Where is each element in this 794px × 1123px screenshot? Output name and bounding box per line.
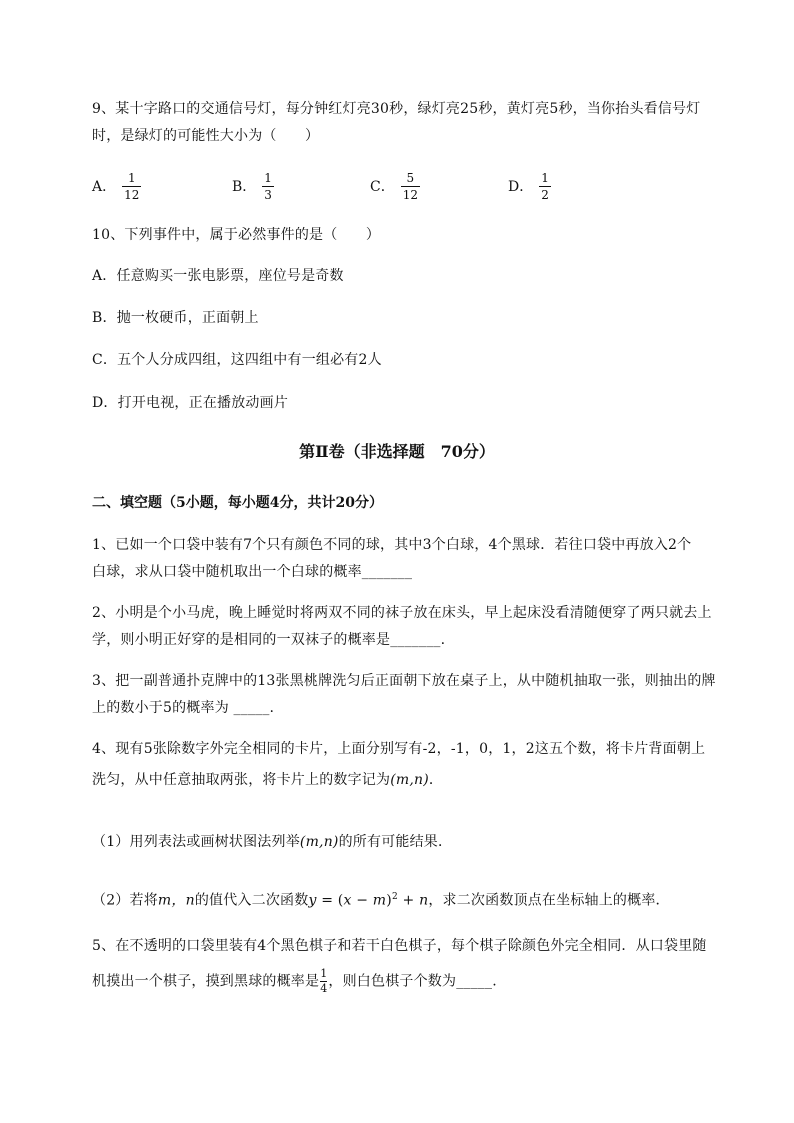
f5-line-2-text: 机摸出一个棋子，摸到黑球的概率是 xyxy=(92,973,320,990)
q9-choice-d[interactable] xyxy=(508,168,551,204)
fraction-denominator: 4 xyxy=(320,982,328,995)
q9-choice-a[interactable] xyxy=(92,168,141,204)
fraction-bar xyxy=(262,186,274,187)
f4-sub-1-text: （1）用列表法或画树状图法列举 xyxy=(92,834,300,850)
choice-letter: B． xyxy=(232,179,257,195)
f4-sub-2-text: （2）若将 xyxy=(92,892,158,909)
f5-line-2 xyxy=(92,968,497,995)
f4-line-2-text: 洗匀，从中任意抽取两张，将卡片上的数字记为 xyxy=(92,772,391,788)
fraction-bar xyxy=(539,186,551,187)
f4-sub-1-end: 的所有可能结果． xyxy=(338,834,453,850)
formula-n: n xyxy=(419,892,429,909)
fraction-bar xyxy=(122,186,141,187)
choice-letter: D． xyxy=(508,179,534,195)
q9-choice-c[interactable] xyxy=(370,168,420,204)
q9-line-1: 9、某十字路口的交通信号灯，每分钟红灯亮30秒，绿灯亮25秒，黄灯亮5秒，当你抬头看信号灯 xyxy=(92,101,701,117)
formula-close: ) xyxy=(386,892,392,909)
f5-line-2-end: ，则白色棋子个数为_____. xyxy=(328,973,497,990)
f4-sub-2-mn: m，n xyxy=(157,892,195,909)
formula-plus: + xyxy=(397,892,420,909)
fraction xyxy=(539,171,551,202)
f2-line-2: 学，则小明正好穿的是相同的一双袜子的概率是_______. xyxy=(92,632,446,648)
f5-fraction xyxy=(320,968,327,995)
fraction-denominator: 12 xyxy=(402,187,418,202)
f4-line-2-end: ． xyxy=(428,772,444,788)
fraction-bar xyxy=(401,186,420,187)
formula-exponent: 2 xyxy=(391,892,398,902)
f5-line-1: 5、在不透明的口袋里装有4个黑色棋子和若干白色棋子，每个棋子除颜色外完全相同．从口袋里随 xyxy=(92,938,707,954)
f4-sub-1-pair: (m,n) xyxy=(299,834,339,850)
fraction-numerator: 1 xyxy=(127,170,136,185)
q9-choices xyxy=(92,168,612,204)
f4-sub-1 xyxy=(92,832,452,852)
f1-line-2: 白球，求从口袋中随机取出一个白球的概率_______ xyxy=(92,564,413,580)
q10-choice-a[interactable]: A．任意购买一张电影票，座位号是奇数 xyxy=(92,268,344,284)
f3-line-1: 3、把一副普通扑克牌中的13张黑桃牌洗匀后正面朝下放在桌子上，从中随机抽取一张，则抽出的牌 xyxy=(92,673,716,689)
fraction-denominator: 2 xyxy=(541,187,549,202)
f3-line-2: 上的数小于5的概率为 _____. xyxy=(92,700,275,716)
q10-choice-c[interactable]: C．五个人分成四组，这四组中有一组必有2人 xyxy=(92,352,382,368)
fraction xyxy=(122,171,141,202)
f2-line-1: 2、小明是个小马虎，晚上睡觉时将两双不同的袜子放在床头，早上起床没看清随便穿了两只就去上 xyxy=(92,605,712,621)
f4-pair: (m,n) xyxy=(390,772,429,788)
part-title: 二、填空题（5小题，每小题4分，共计20分） xyxy=(92,495,383,511)
choice-letter: A． xyxy=(92,179,117,195)
f4-sub-2-mid: 的值代入二次函数 xyxy=(194,892,309,909)
f4-line-1: 4、现有5张除数字外完全相同的卡片，上面分别写有-2，-1，0，1，2这五个数，将卡片背面朝上 xyxy=(92,741,706,757)
fraction-numerator: 1 xyxy=(264,170,272,185)
fraction-numerator: 1 xyxy=(320,967,328,980)
fraction xyxy=(262,171,274,202)
fraction-denominator: 3 xyxy=(264,187,272,202)
f4-sub-2-end: ，求二次函数顶点在坐标轴上的概率． xyxy=(428,892,670,909)
q10-choice-b[interactable]: B．抛一枚硬币，正面朝上 xyxy=(92,310,259,326)
q9-choice-b[interactable] xyxy=(232,168,274,204)
f4-sub-2 xyxy=(92,887,670,911)
f1-line-1: 1、已如一个口袋中装有7个只有颜色不同的球，其中3个白球，4个黑球．若往口袋中再放入2个 xyxy=(92,537,692,553)
f4-line-2 xyxy=(92,770,443,790)
fraction-numerator: 1 xyxy=(541,170,549,185)
choice-letter: C． xyxy=(370,179,395,195)
q10-stem: 10、下列事件中，属于必然事件的是（ ） xyxy=(92,227,381,243)
section-title: 第Ⅱ卷（非选择题 70分） xyxy=(299,442,495,461)
q9-line-2: 时，是绿灯的可能性大小为（ ） xyxy=(92,128,320,144)
fraction-numerator: 5 xyxy=(406,170,415,185)
fraction-denominator: 12 xyxy=(124,187,140,202)
formula-x-minus-m: x − m xyxy=(343,892,387,909)
q10-choice-d[interactable]: D．打开电视，正在播放动画片 xyxy=(92,395,289,411)
fraction xyxy=(401,171,420,202)
formula-eq: = ( xyxy=(316,892,344,909)
formula-y: y xyxy=(308,892,317,909)
